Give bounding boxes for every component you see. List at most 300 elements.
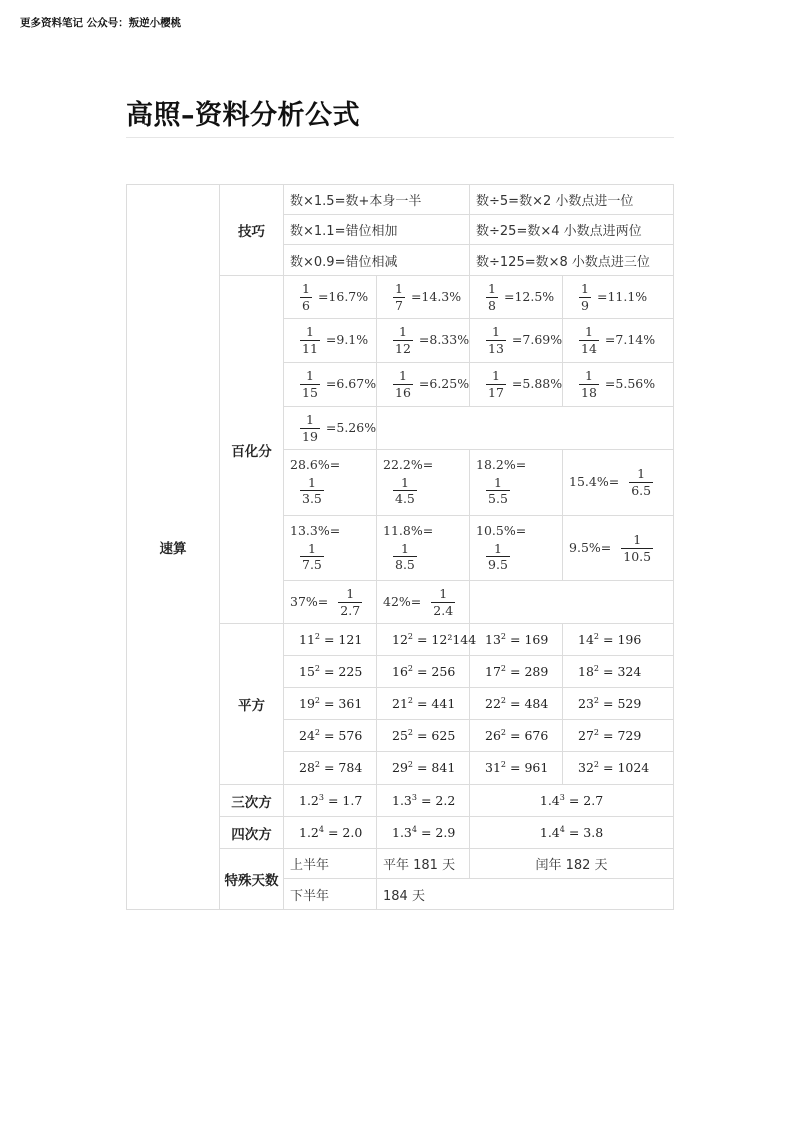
square-result: 625	[431, 727, 456, 743]
days-cell	[377, 879, 674, 910]
percent-value: =16.7%	[317, 288, 369, 304]
trick-formula-text: 数÷25=数×4 小数点进两位	[476, 224, 642, 239]
fraction	[393, 542, 417, 573]
fraction-denominator: 13	[488, 341, 504, 356]
fraction-denominator: 14	[581, 341, 597, 356]
reverse-percent-stack	[290, 456, 376, 506]
square-cell	[470, 720, 563, 752]
fraction-denominator: 7	[395, 297, 403, 313]
power-exponent: 3	[559, 792, 565, 802]
square-exponent: 2	[500, 695, 507, 705]
square-cell	[377, 688, 470, 720]
square-exponent: 2	[500, 727, 507, 737]
equals-sign: =	[320, 663, 339, 679]
square-result: 484	[524, 695, 549, 711]
subcategory-label-special-days-text: 特殊天数	[224, 873, 279, 889]
square-equation	[383, 728, 455, 743]
square-base: 12	[392, 631, 408, 647]
square-result: 729	[617, 727, 642, 743]
percent-value: 10.5%=	[476, 523, 527, 538]
subcategory-label-squares-text: 平方	[238, 698, 265, 714]
square-result: 841	[431, 760, 456, 776]
equals-sign: =	[599, 631, 618, 647]
reverse-percent-cell	[563, 516, 674, 581]
power-equation	[540, 793, 603, 808]
square-exponent: 2	[500, 631, 507, 641]
square-equation	[569, 664, 641, 679]
square-exponent: 2	[593, 727, 600, 737]
fraction-denominator: 8.5	[395, 557, 415, 573]
square-result: 289	[524, 663, 549, 679]
power-result: 3.8	[583, 824, 604, 840]
square-base: 26	[485, 727, 501, 743]
percent-fraction-cell	[377, 319, 470, 363]
subcategory-label-cubes-text: 三次方	[231, 794, 272, 811]
percent-fraction-cell	[377, 276, 470, 319]
square-result: 324	[617, 663, 642, 679]
power-cell	[470, 817, 674, 849]
fraction	[486, 476, 510, 507]
fraction-denominator: 4.5	[395, 491, 415, 507]
square-equation	[569, 760, 649, 775]
square-base: 17	[485, 663, 501, 679]
equals-sign: =	[320, 727, 339, 743]
square-cell	[284, 656, 377, 688]
trick-formula	[470, 185, 674, 215]
fraction	[579, 282, 591, 313]
equals-sign: =	[413, 695, 432, 711]
square-exponent: 2	[500, 663, 507, 673]
fraction-denominator: 6.5	[631, 483, 652, 498]
category-label-speed-calc	[127, 185, 220, 910]
power-exponent: 4	[559, 824, 565, 834]
square-exponent: 2	[407, 663, 413, 673]
title-divider	[126, 137, 674, 138]
trick-formula-text: 数×1.5=数+本身一半	[290, 194, 422, 209]
fraction-denominator: 8	[488, 297, 496, 313]
power-base: 1.3	[392, 792, 412, 808]
square-result: 441	[431, 695, 456, 711]
fraction-numerator: 1	[305, 368, 314, 384]
fraction-denominator: 17	[488, 385, 504, 400]
fraction-numerator: 1	[584, 324, 593, 340]
percent-value: 13.3%=	[290, 523, 341, 538]
empty-cell	[470, 581, 674, 624]
fraction	[486, 282, 498, 313]
square-equation	[383, 696, 455, 711]
square-equation	[290, 664, 362, 679]
square-cell	[563, 752, 674, 785]
square-result: 1024	[617, 760, 650, 776]
fraction	[486, 542, 510, 573]
fraction	[629, 467, 653, 498]
power-result: 2.9	[435, 824, 456, 840]
square-exponent: 2	[593, 631, 600, 641]
percent-value: 42%=	[383, 593, 422, 609]
equals-sign: =	[320, 695, 339, 711]
reverse-percent-stack	[290, 522, 376, 572]
power-cell	[470, 785, 674, 817]
square-cell	[563, 624, 674, 656]
square-result: 576	[338, 727, 363, 743]
percent-fraction-cell	[563, 319, 674, 363]
equals-sign: =	[506, 695, 525, 711]
percent-value: =5.88%	[511, 376, 563, 391]
square-base: 21	[392, 695, 408, 711]
equals-sign: =	[413, 631, 432, 647]
fraction-denominator: 6	[302, 297, 310, 313]
percent-value: =6.25%	[418, 376, 470, 391]
fraction	[431, 587, 455, 618]
days-cell	[284, 879, 377, 910]
trick-formula	[284, 215, 470, 245]
percent-value: =8.33%	[418, 332, 470, 347]
fraction	[338, 587, 362, 618]
fraction-numerator: 1	[633, 531, 642, 547]
subcategory-label-percent	[220, 276, 284, 624]
subcategory-label-squares	[220, 624, 284, 785]
square-cell	[563, 720, 674, 752]
trick-formula-text: 数×1.1=错位相加	[290, 224, 398, 239]
percent-fraction-cell	[563, 276, 674, 319]
square-exponent: 2	[314, 759, 320, 769]
fraction	[393, 369, 413, 400]
fraction-numerator: 1	[488, 280, 496, 296]
formula-table	[126, 184, 674, 910]
square-cell	[377, 656, 470, 688]
square-cell	[284, 688, 377, 720]
subcategory-label-fourth-power	[220, 817, 284, 849]
equals-sign: =	[506, 631, 525, 647]
square-exponent: 2	[407, 727, 413, 737]
percent-value: =5.56%	[604, 376, 656, 391]
trick-formula	[284, 185, 470, 215]
square-exponent: 2	[314, 663, 320, 673]
square-result: 961	[524, 760, 549, 776]
days-cell-text: 闰年 182 天	[535, 858, 608, 873]
equals-sign: =	[599, 663, 618, 679]
square-base: 25	[392, 727, 408, 743]
equals-sign: =	[416, 792, 436, 808]
square-equation	[569, 632, 641, 647]
trick-formula-text: 数÷5=数×2 小数点进一位	[476, 194, 634, 209]
equals-sign: =	[320, 760, 339, 776]
square-base: 28	[299, 760, 315, 776]
percent-value: 28.6%=	[290, 457, 341, 472]
power-base: 1.4	[539, 792, 560, 808]
square-equation	[476, 696, 548, 711]
table-row	[127, 185, 674, 215]
square-base: 14	[578, 631, 594, 647]
square-equation	[290, 760, 362, 775]
square-result: 256	[431, 663, 456, 679]
category-label-speed-calc-text: 速算	[159, 541, 187, 557]
square-cell	[470, 656, 563, 688]
fraction-denominator: 5.5	[488, 491, 508, 507]
equals-sign: =	[506, 760, 525, 776]
square-cell	[377, 752, 470, 785]
fraction-numerator: 1	[439, 585, 448, 601]
percent-fraction-cell	[563, 363, 674, 407]
fraction-numerator: 1	[395, 280, 403, 296]
fraction-denominator: 2.7	[340, 602, 361, 618]
reverse-percent-stack	[476, 522, 562, 572]
percent-value: 22.2%=	[383, 457, 434, 472]
square-equation	[569, 696, 641, 711]
square-base: 24	[299, 727, 315, 743]
reverse-percent-cell	[377, 516, 470, 581]
fraction-denominator: 12	[395, 341, 411, 356]
square-equation	[290, 632, 362, 647]
fraction-denominator: 15	[302, 385, 318, 400]
equals-sign: =	[599, 760, 618, 776]
square-equation	[476, 632, 548, 647]
square-cell	[563, 656, 674, 688]
fraction	[300, 282, 312, 313]
equals-sign: =	[320, 631, 339, 647]
square-base: 29	[392, 760, 408, 776]
reverse-percent-stack	[383, 456, 469, 506]
percent-value: 11.8%=	[383, 523, 434, 538]
square-exponent: 2	[407, 695, 413, 705]
square-cell	[377, 624, 477, 656]
equals-sign: =	[599, 695, 618, 711]
square-cell	[377, 720, 470, 752]
power-base: 1.4	[539, 824, 560, 840]
fraction-numerator: 1	[493, 474, 502, 490]
percent-value: =6.67%	[325, 376, 377, 391]
page-title: 高照–资料分析公式	[126, 100, 360, 131]
fraction-numerator: 1	[305, 324, 314, 340]
power-exponent: 4	[318, 824, 324, 834]
square-base: 32	[578, 760, 594, 776]
square-base: 19	[299, 695, 315, 711]
fraction	[579, 369, 599, 400]
percent-value: =7.14%	[604, 332, 656, 347]
square-exponent: 2	[593, 695, 600, 705]
square-equation	[569, 728, 641, 743]
square-exponent: 2	[314, 695, 320, 705]
fraction-numerator: 1	[584, 368, 593, 384]
square-base: 27	[578, 727, 594, 743]
reverse-percent-cell	[284, 516, 377, 581]
header-note: 更多资料笔记 公众号：叛逆小樱桃	[20, 17, 182, 29]
percent-fraction-cell	[284, 363, 377, 407]
equals-sign: =	[564, 792, 584, 808]
fraction	[486, 325, 506, 356]
fraction	[579, 325, 599, 356]
empty-cell	[377, 407, 674, 450]
trick-formula-text: 数×0.9=错位相减	[290, 254, 398, 270]
power-result: 2.0	[342, 824, 363, 840]
percent-value: =11.1%	[596, 288, 648, 304]
power-cell	[284, 785, 377, 817]
fraction-numerator: 1	[491, 324, 500, 340]
fraction-denominator: 16	[395, 385, 411, 400]
square-equation	[290, 728, 362, 743]
fraction	[393, 325, 413, 356]
fraction-numerator: 1	[581, 280, 589, 296]
percent-value: 9.5%=	[569, 539, 612, 555]
fraction-numerator: 1	[400, 474, 409, 490]
square-cell	[284, 720, 377, 752]
percent-value: 15.4%=	[569, 474, 620, 489]
equals-sign: =	[323, 824, 343, 840]
square-result: 225	[338, 663, 363, 679]
power-result: 2.2	[435, 792, 456, 808]
power-base: 1.2	[299, 792, 319, 808]
power-cell	[377, 817, 470, 849]
square-exponent: 2	[593, 663, 600, 673]
fraction-numerator: 1	[491, 368, 500, 384]
trick-formula	[470, 215, 674, 245]
percent-value: =14.3%	[410, 288, 462, 304]
square-exponent: 2	[593, 759, 600, 769]
days-cell-text: 下半年	[290, 888, 330, 904]
square-result: 169	[524, 631, 549, 647]
trick-formula	[470, 245, 674, 276]
power-equation	[290, 793, 362, 808]
power-result: 1.7	[342, 792, 363, 808]
power-equation	[290, 825, 362, 840]
power-equation	[540, 825, 603, 840]
percent-fraction-cell	[284, 276, 377, 319]
subcategory-label-tricks-text: 技巧	[238, 224, 265, 240]
equals-sign: =	[413, 727, 432, 743]
power-cell	[377, 785, 470, 817]
square-result: 529	[617, 695, 642, 711]
power-base: 1.2	[299, 824, 319, 840]
reverse-percent-cell	[377, 450, 470, 516]
fraction-numerator: 1	[307, 540, 316, 556]
fraction	[486, 369, 506, 400]
percent-fraction-cell	[470, 276, 563, 319]
square-base: 13	[485, 631, 501, 647]
fraction-denominator: 7.5	[302, 557, 322, 573]
equals-sign: =	[413, 760, 432, 776]
square-exponent: 2	[314, 727, 320, 737]
square-base: 23	[578, 695, 594, 711]
equals-sign: =	[506, 727, 525, 743]
fraction-denominator: 9	[581, 297, 589, 313]
percent-value: =9.1%	[325, 332, 369, 347]
fraction	[393, 476, 417, 507]
power-result: 2.7	[583, 792, 604, 808]
days-cell-text: 平年 181 天	[383, 858, 456, 873]
fraction-denominator: 3.5	[302, 491, 322, 507]
equals-sign: =	[416, 824, 436, 840]
square-result: 12²144	[431, 631, 477, 647]
equals-sign: =	[599, 727, 618, 743]
fraction-denominator: 9.5	[488, 557, 508, 573]
subcategory-label-cubes	[220, 785, 284, 817]
trick-formula-text: 数÷125=数×8 小数点进三位	[476, 254, 650, 270]
days-cell	[284, 849, 377, 879]
square-exponent: 2	[314, 631, 320, 641]
fraction-numerator: 1	[637, 466, 646, 482]
fraction-numerator: 1	[307, 474, 316, 490]
fraction-denominator: 11	[302, 341, 318, 356]
trick-formula	[284, 245, 470, 276]
square-cell	[563, 688, 674, 720]
reverse-percent-cell	[377, 581, 470, 624]
percent-fraction-cell	[284, 407, 377, 450]
reverse-percent-cell	[470, 516, 563, 581]
fraction	[393, 282, 405, 313]
equals-sign: =	[323, 792, 343, 808]
percent-fraction-cell	[284, 319, 377, 363]
fraction-denominator: 18	[581, 385, 597, 400]
fraction	[300, 369, 320, 400]
reverse-percent-cell	[563, 450, 674, 516]
square-result: 784	[338, 760, 363, 776]
subcategory-label-fourth-power-text: 四次方	[231, 826, 272, 843]
subcategory-label-percent-text: 百化分	[231, 443, 272, 460]
square-cell	[284, 624, 377, 656]
square-equation	[383, 760, 455, 775]
square-equation	[383, 664, 455, 679]
fraction	[300, 476, 324, 507]
days-cell-text: 184 天	[383, 888, 425, 904]
days-cell	[377, 849, 470, 879]
square-equation	[383, 632, 476, 647]
fraction	[300, 413, 320, 444]
square-exponent: 2	[500, 759, 507, 769]
fraction-denominator: 19	[302, 428, 318, 444]
equals-sign: =	[564, 824, 584, 840]
fraction-numerator: 1	[400, 540, 409, 556]
fraction-numerator: 1	[398, 368, 407, 384]
square-exponent: 2	[407, 631, 413, 641]
days-cell	[470, 849, 674, 879]
power-base: 1.3	[392, 824, 412, 840]
power-exponent: 4	[411, 824, 417, 834]
square-base: 22	[485, 695, 501, 711]
percent-value: =5.26%	[325, 419, 377, 435]
percent-value: =7.69%	[511, 332, 563, 347]
fraction-denominator: 10.5	[623, 548, 652, 564]
fraction-numerator: 1	[398, 324, 407, 340]
reverse-percent-stack	[476, 456, 562, 506]
square-equation	[290, 696, 362, 711]
reverse-percent-cell	[470, 450, 563, 516]
square-equation	[476, 760, 548, 775]
reverse-percent-cell	[284, 581, 377, 624]
square-base: 18	[578, 663, 594, 679]
percent-value: 18.2%=	[476, 457, 527, 472]
square-result: 121	[338, 631, 363, 647]
square-cell	[470, 624, 563, 656]
power-exponent: 3	[318, 792, 324, 802]
reverse-percent-stack	[383, 522, 469, 572]
square-exponent: 2	[407, 759, 413, 769]
square-base: 11	[299, 631, 315, 647]
power-cell	[284, 817, 377, 849]
percent-value: 37%=	[290, 593, 329, 609]
fraction-denominator: 2.4	[433, 602, 454, 618]
power-equation	[383, 793, 455, 808]
reverse-percent-cell	[284, 450, 377, 516]
square-cell	[284, 752, 377, 785]
square-result: 361	[338, 695, 363, 711]
square-result: 196	[617, 631, 642, 647]
fraction-numerator: 1	[305, 411, 314, 427]
square-base: 16	[392, 663, 408, 679]
percent-value: =12.5%	[503, 288, 555, 304]
percent-fraction-cell	[470, 319, 563, 363]
equals-sign: =	[506, 663, 525, 679]
percent-fraction-cell	[470, 363, 563, 407]
